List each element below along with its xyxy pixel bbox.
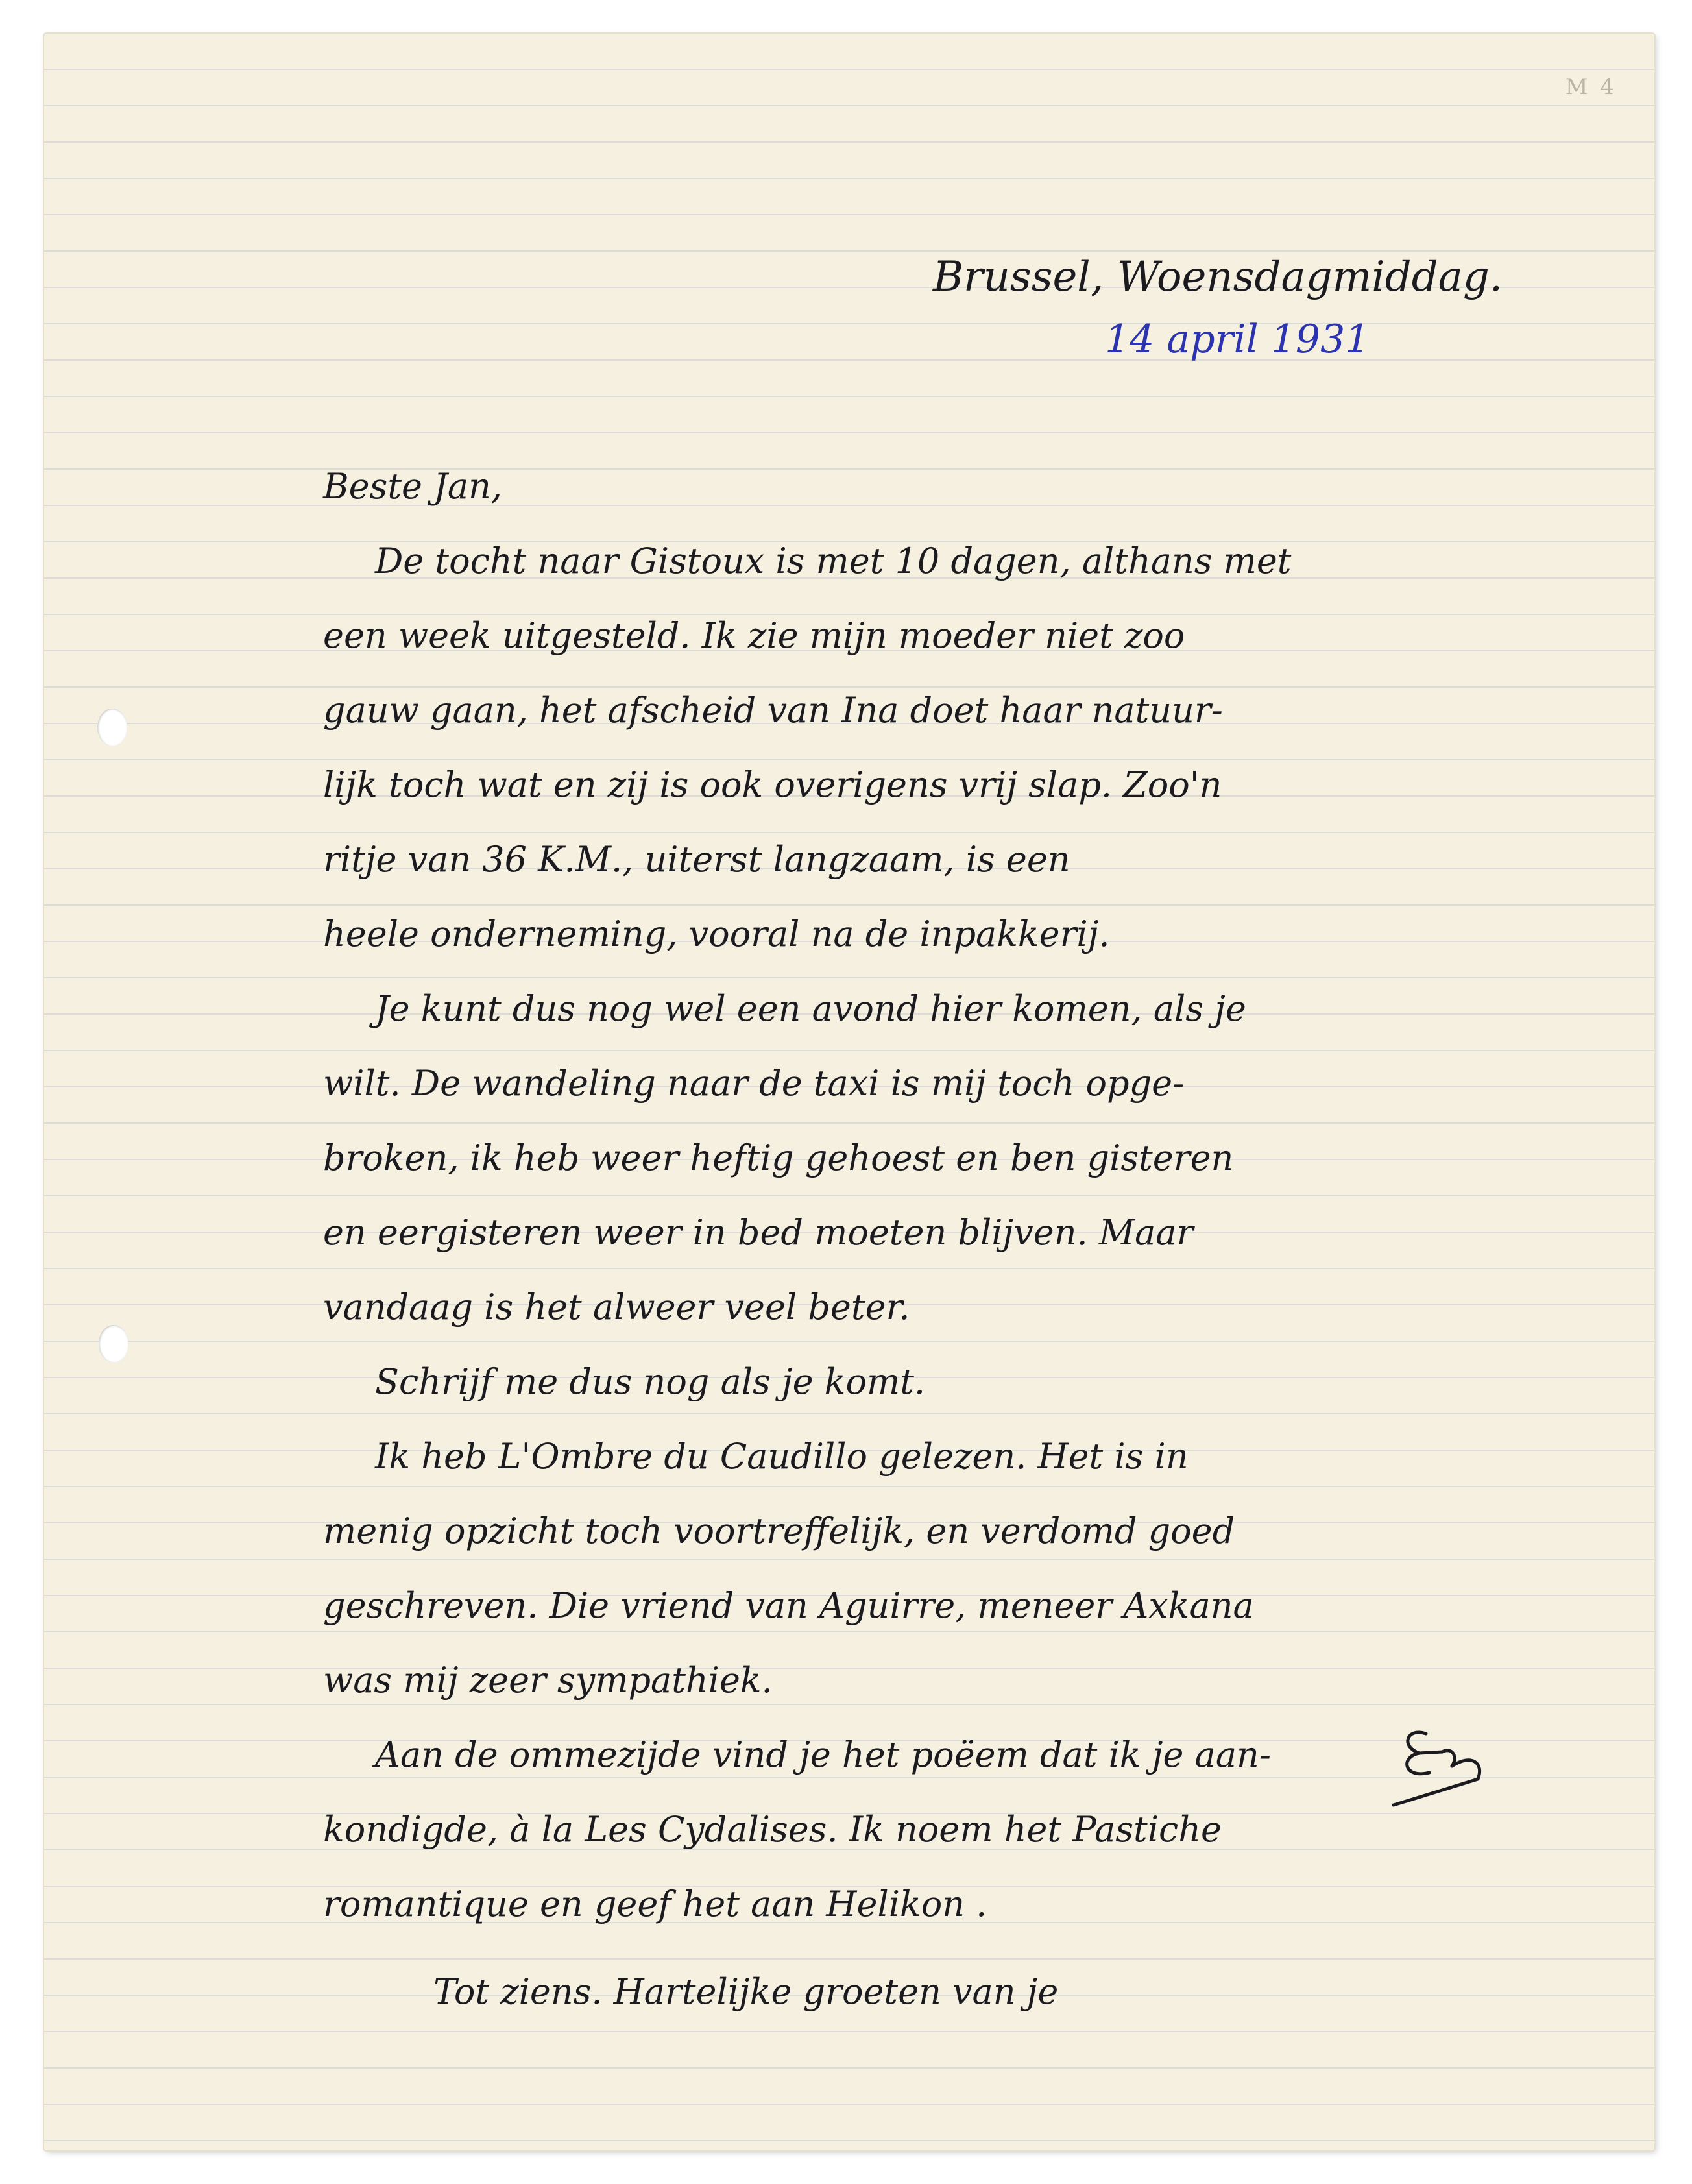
archive-mark: M 4: [1565, 74, 1617, 100]
punch-hole: [97, 709, 127, 746]
signature-initial: [1381, 1708, 1510, 1812]
body-line: geschreven. Die vriend van Aguirre, meneer Axkana: [323, 1585, 1254, 1626]
body-line: Je kunt dus nog wel een avond hier komen, als je: [375, 988, 1246, 1029]
letter-header: [933, 248, 1647, 369]
body-line: Schrijf me dus nog als je komt.: [375, 1361, 926, 1402]
body-line: en eergisteren weer in bed moeten blijven. Maar: [323, 1212, 1194, 1253]
body-line: kondigde, à la Les Cydalises. Ik noem het Pastiche: [323, 1809, 1222, 1850]
body-line: ritje van 36 K.M., uiterst langzaam, is een: [323, 839, 1070, 880]
closing-line: Tot ziens. Hartelijke groeten van je: [433, 1971, 1059, 2012]
body-line: wilt. De wandeling naar de taxi is mij toch opge-: [323, 1063, 1185, 1104]
body-line: was mij zeer sympathiek.: [323, 1660, 773, 1701]
letter-date: 14 april 1931: [1105, 317, 1370, 362]
body-line: menig opzicht toch voortreffelijk, en verdomd goed: [323, 1511, 1235, 1551]
body-line: Aan de ommezijde vind je het poëem dat ik je aan-: [375, 1734, 1272, 1775]
body-line: Ik heb L'Ombre du Caudillo gelezen. Het is in: [375, 1436, 1189, 1477]
body-line: lijk toch wat en zij is ook overigens vrij slap. Zoo'n: [323, 764, 1222, 805]
body-line: heele onderneming, vooral na de inpakkerij.: [323, 914, 1110, 954]
body-line: vandaag is het alweer veel beter.: [323, 1287, 910, 1328]
body-line: gauw gaan, het afscheid van Ina doet haar natuur-: [323, 690, 1223, 731]
letter-sheet: [44, 34, 1654, 2150]
place-and-day: Brussel, Woensdagmiddag.: [933, 253, 1503, 301]
body-line: romantique en geef het aan Helikon .: [323, 1884, 987, 1924]
body-line: een week uitgesteld. Ik zie mijn moeder niet zoo: [323, 615, 1185, 656]
punch-hole: [99, 1325, 128, 1363]
salutation: Beste Jan,: [323, 466, 502, 507]
body-line: De tocht naar Gistoux is met 10 dagen, althans met: [375, 540, 1292, 581]
body-line: broken, ik heb weer heftig gehoest en ben gisteren: [323, 1137, 1234, 1178]
